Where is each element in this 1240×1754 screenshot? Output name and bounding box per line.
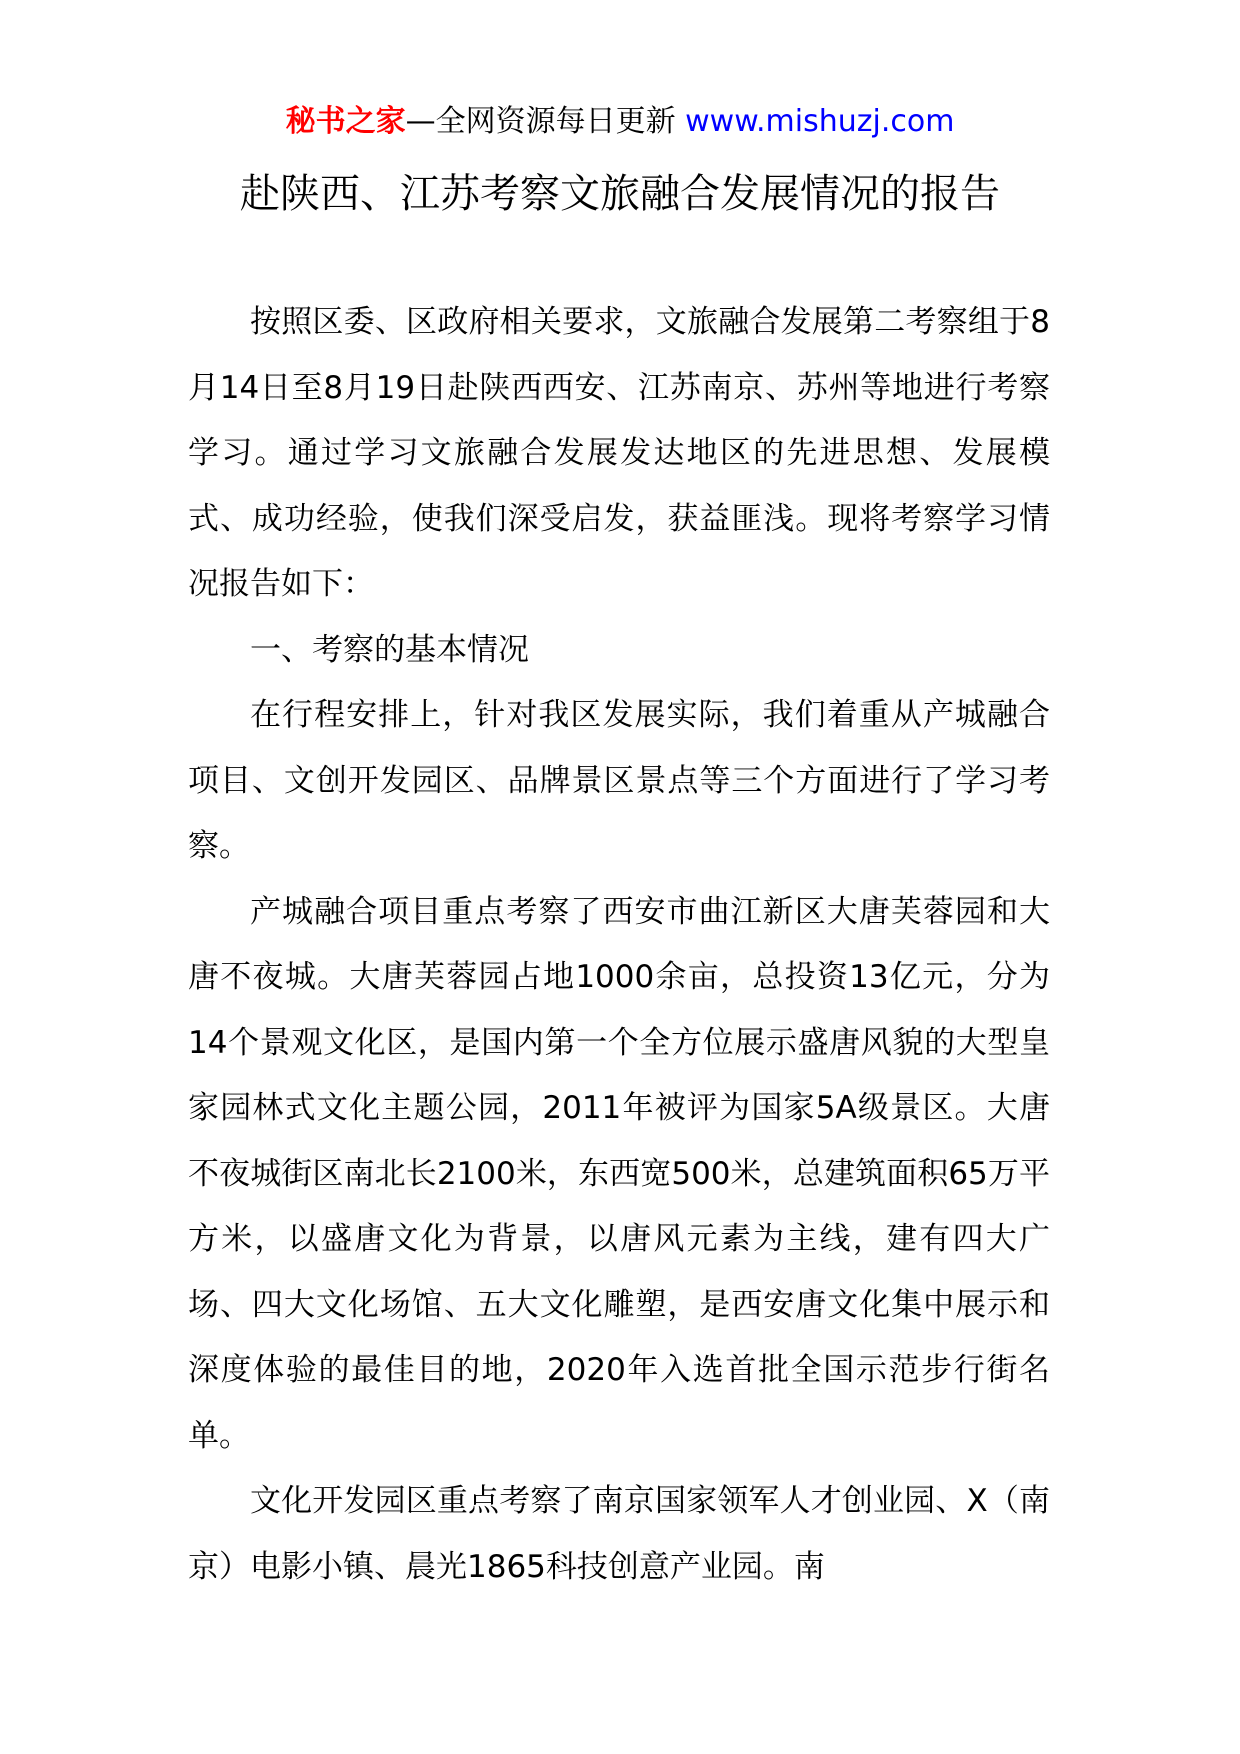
site-header [0, 100, 1240, 144]
document-body [188, 290, 1050, 1600]
paragraph-industry-city: 产城融合项目重点考察了西安市曲江新区大唐芙蓉园和大唐不夜城。大唐芙蓉园占地1000余亩，总投资13亿元，分为14个景观文化区，是国内第一个全方位展示盛唐风貌的大型皇家园林式文化主题公园，2011年被评为国家5A级景区。大唐不夜城街区南北长2100米，东西宽500米，总建筑面积65万平方米，以盛唐文化为背景，以唐风元素为主线，建有四大广场、四大文化场馆、五大文化雕塑，是西安唐文化集中展示和深度体验的最佳目的地，2020年入选首批全国示范步行街名单。 [188, 893, 1050, 1454]
document-title: 赴陕西、江苏考察文旅融合发展情况的报告 [240, 171, 1000, 217]
paragraph-culture-parks: 文化开发园区重点考察了南京国家领军人才创业园、X（南京）电影小镇、晨光1865科技创意产业园。南 [188, 1483, 1050, 1585]
paragraph-itinerary: 在行程安排上，针对我区发展实际，我们着重从产城融合项目、文创开发园区、品牌景区景点等三个方面进行了学习考察。 [188, 697, 1050, 864]
site-tagline: —全网资源每日更新 [405, 104, 676, 139]
site-url-link[interactable]: www.mishuzj.com [685, 104, 955, 139]
section-heading: 一、考察的基本情况 [250, 631, 529, 668]
site-brand: 秘书之家 [285, 104, 406, 139]
paragraph-intro: 按照区委、区政府相关要求，文旅融合发展第二考察组于8月14日至8月19日赴陕西西安、江苏南京、苏州等地进行考察学习。通过学习文旅融合发展发达地区的先进思想、发展模式、成功经验，使我们深受启发，获益匪浅。现将考察学习情况报告如下： [188, 304, 1050, 602]
